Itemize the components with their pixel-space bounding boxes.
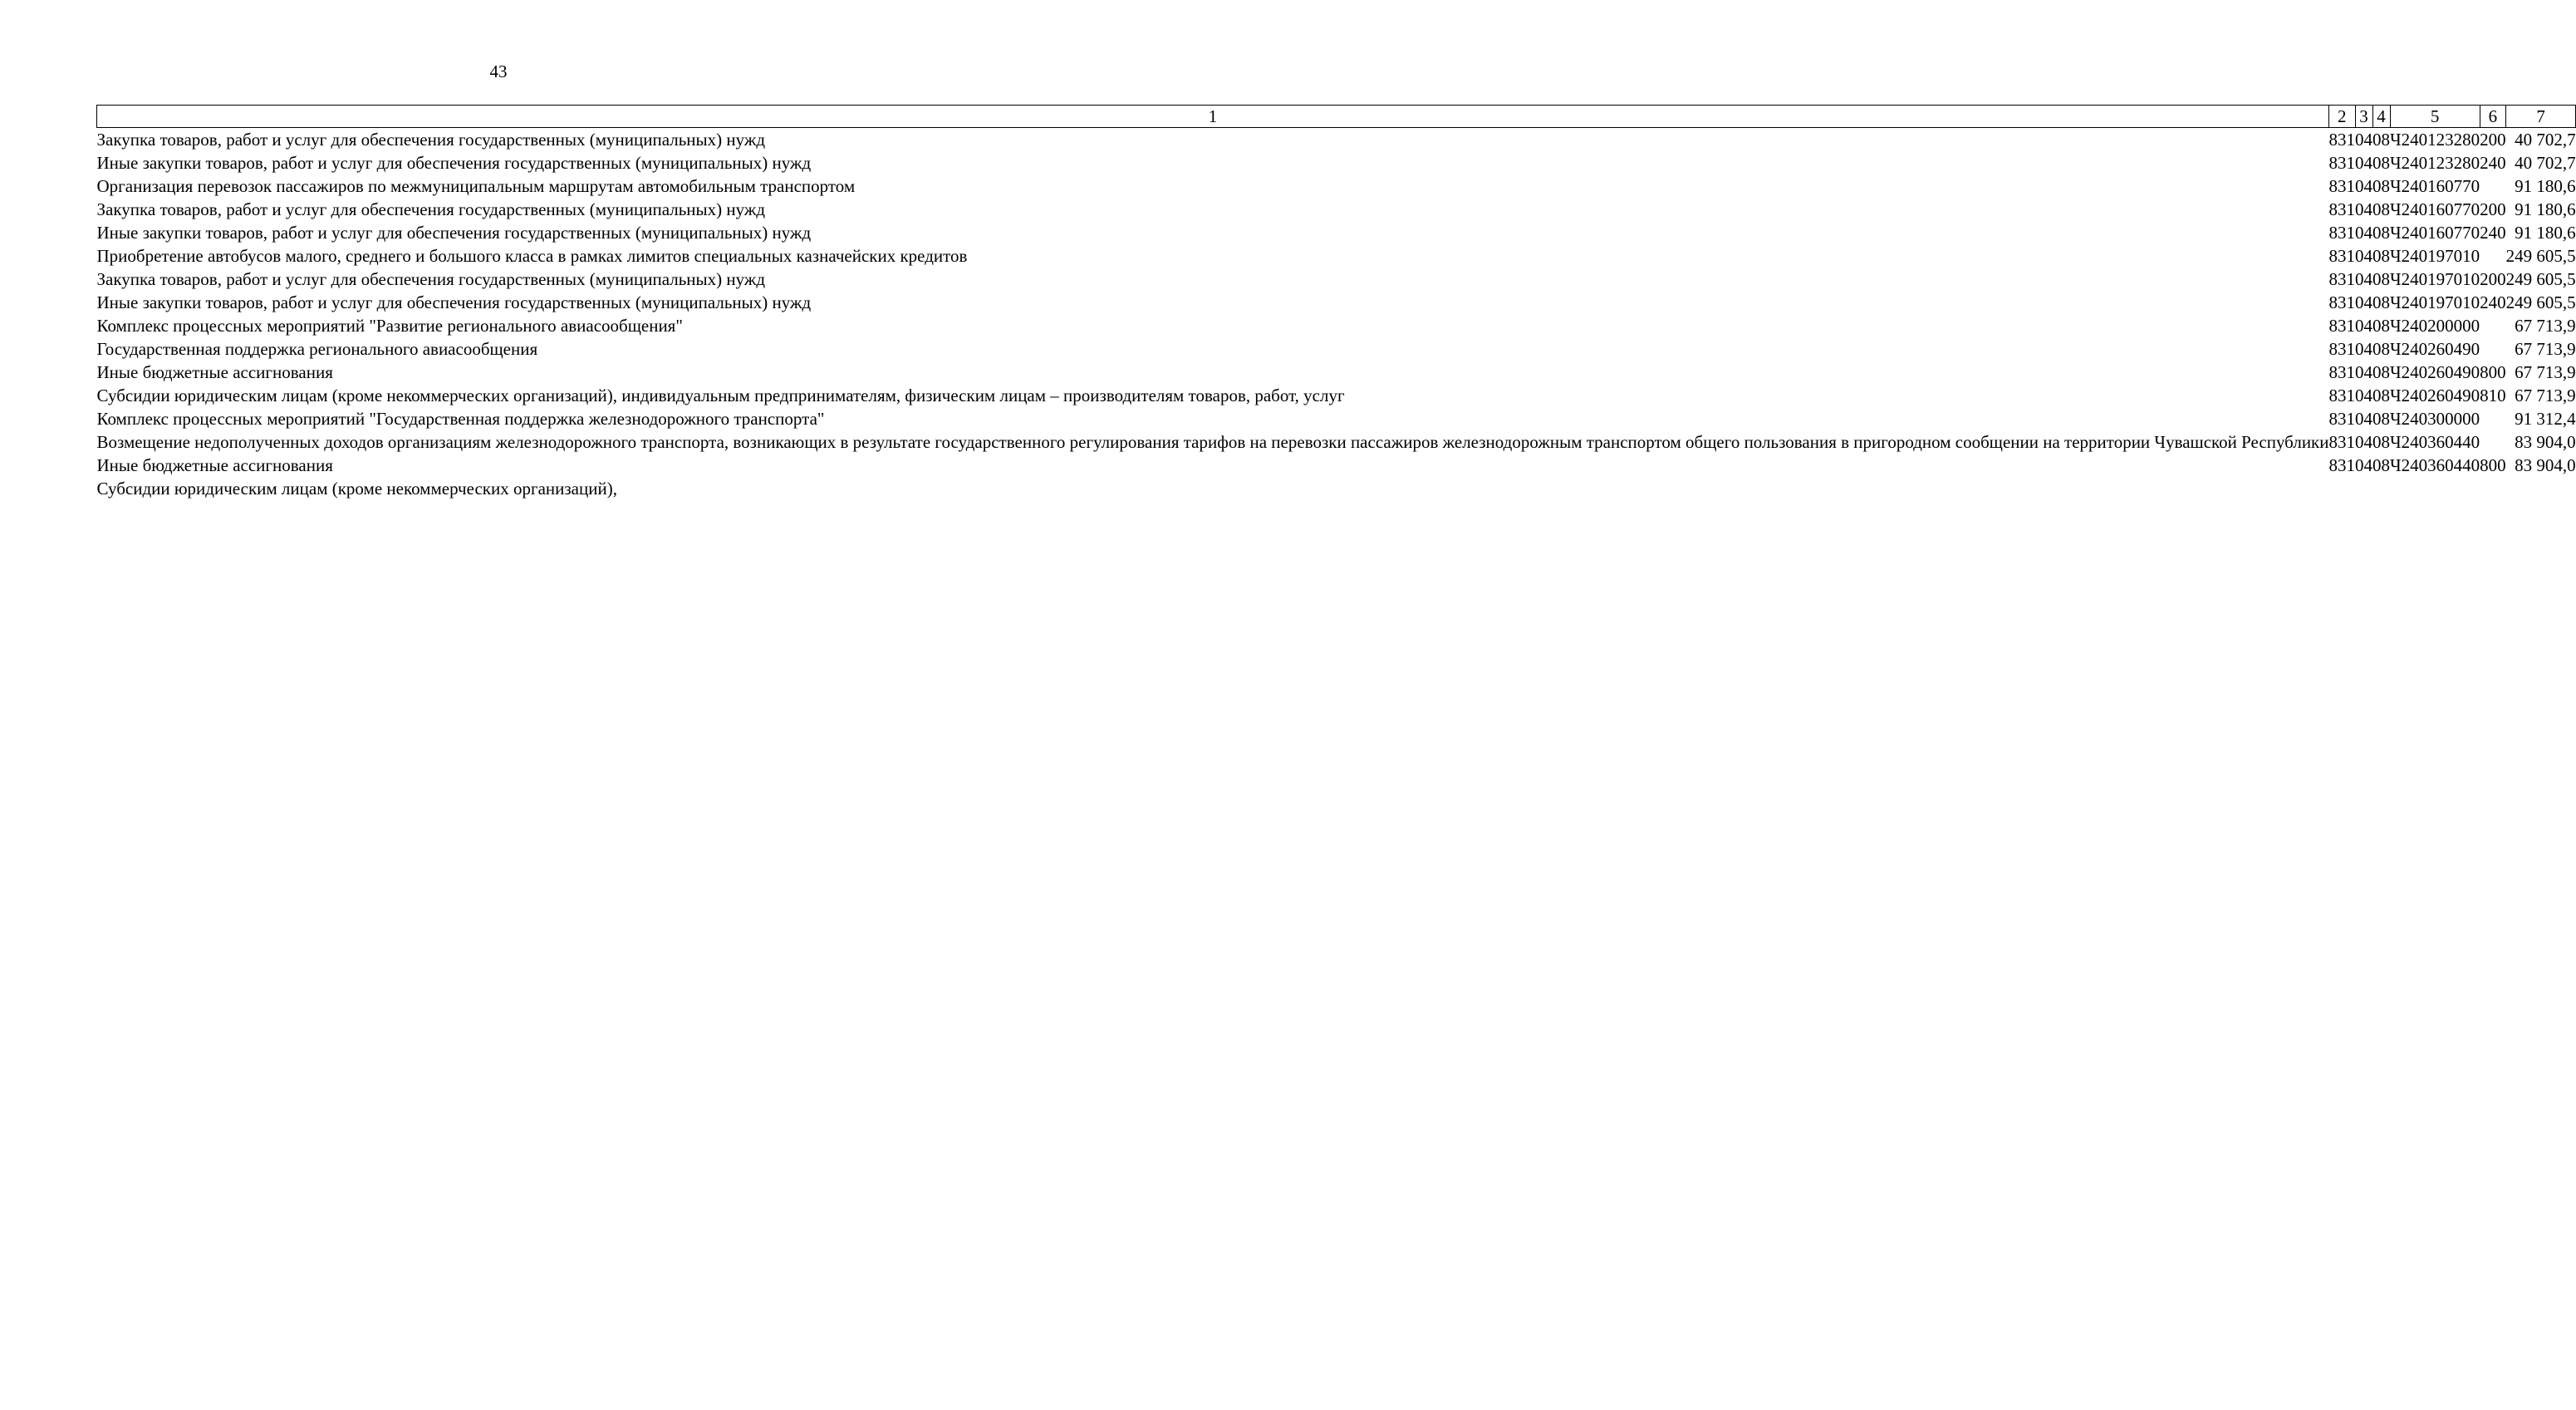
table-row: [97, 454, 2576, 477]
table-row: [97, 268, 2576, 291]
header-col-1: 1: [97, 106, 2329, 128]
row-gr-code: 831: [2328, 362, 2355, 382]
row-gr-code: 831: [2328, 176, 2355, 196]
row-expense-type: [2480, 407, 2506, 430]
row-expense-type: [2480, 244, 2506, 268]
row-name: Закупка товаров, работ и услуг для обеспечения государственных (муниципальных) нужд: [96, 130, 766, 150]
table-row: [97, 477, 2576, 500]
row-amount: 91 180,6: [2515, 176, 2576, 196]
row-name: Субсидии юридическим лицам (кроме некоммерческих организаций), индивидуальным предпринимателям, физическим лицам – производителям товаров, работ, услуг: [96, 386, 1345, 405]
table-row: [97, 407, 2576, 430]
row-amount: [2506, 477, 2576, 500]
row-gr-code: [2329, 477, 2356, 500]
row-gr-code: 831: [2328, 339, 2355, 359]
row-gr-code: 831: [2328, 223, 2355, 243]
row-section-code: 04: [2355, 269, 2372, 289]
row-target-code: Ч240160770: [2390, 199, 2480, 219]
row-name: Комплекс процессных мероприятий "Развитие регионального авиасообщения": [96, 316, 683, 336]
table-row: [97, 174, 2576, 198]
row-amount: 40 702,7: [2515, 130, 2576, 150]
row-amount: 91 180,6: [2515, 199, 2576, 219]
row-subsection-code: 08: [2372, 432, 2390, 452]
row-amount: 83 904,0: [2515, 432, 2576, 452]
row-amount: 249 605,5: [2505, 246, 2576, 266]
row-section-code: 04: [2355, 432, 2372, 452]
row-section-code: 04: [2355, 339, 2372, 359]
row-amount: 40 702,7: [2515, 153, 2576, 173]
row-name: Приобретение автобусов малого, среднего и большого класса в рамках лимитов специальных казначейских кредитов: [96, 246, 968, 266]
row-section-code: 04: [2355, 130, 2372, 150]
row-expense-type: [2480, 337, 2506, 361]
table-row: [97, 244, 2576, 268]
row-gr-code: 831: [2328, 409, 2355, 429]
row-expense-type: 200: [2480, 199, 2506, 219]
row-expense-type: 800: [2480, 455, 2506, 475]
row-target-code: Ч240197010: [2390, 269, 2480, 289]
row-subsection-code: 08: [2372, 316, 2390, 336]
row-section-code: 04: [2355, 386, 2372, 405]
row-target-code: Ч240200000: [2390, 316, 2480, 336]
row-gr-code: 831: [2328, 269, 2355, 289]
row-name: Государственная поддержка регионального авиасообщения: [96, 339, 538, 359]
row-expense-type: [2480, 430, 2506, 454]
table-row: [97, 128, 2576, 152]
row-name: Иные закупки товаров, работ и услуг для обеспечения государственных (муниципальных) нужд: [96, 153, 812, 173]
row-subsection-code: 08: [2372, 176, 2390, 196]
row-expense-type: [2480, 314, 2506, 337]
row-section-code: 04: [2355, 455, 2372, 475]
row-amount: 67 713,9: [2515, 316, 2576, 336]
table-row: [97, 384, 2576, 407]
row-gr-code: 831: [2328, 455, 2355, 475]
row-name: Закупка товаров, работ и услуг для обеспечения государственных (муниципальных) нужд: [96, 269, 766, 289]
row-name: Комплекс процессных мероприятий "Государственная поддержка железнодорожного транспорта": [96, 409, 825, 429]
row-target-code: Ч240160770: [2390, 223, 2480, 243]
row-subsection-code: 08: [2372, 199, 2390, 219]
page-number: 43: [489, 61, 508, 81]
table-row: [97, 430, 2576, 454]
row-section-code: 04: [2355, 223, 2372, 243]
row-gr-code: 831: [2328, 386, 2355, 405]
row-target-code: Ч240300000: [2390, 409, 2480, 429]
row-target-code: Ч240260490: [2390, 362, 2480, 382]
row-target-code: Ч240123280: [2390, 130, 2480, 150]
row-amount: 249 605,5: [2505, 269, 2576, 289]
row-expense-type: [2480, 477, 2506, 500]
row-amount: 67 713,9: [2515, 362, 2576, 382]
row-expense-type: [2480, 174, 2506, 198]
row-name: Иные бюджетные ассигнования: [96, 362, 333, 382]
table-row: [97, 361, 2576, 384]
row-subsection-code: 08: [2372, 409, 2390, 429]
row-name: Возмещение недополученных доходов организациям железнодорожного транспорта, возникающих в результате государственного регулирования тарифов на перевозки пассажиров железнодорожным транспортом общего пользования в пригородном сообщении на территории Чувашской Республики: [96, 432, 2329, 452]
row-target-code: Ч240160770: [2390, 176, 2480, 196]
row-subsection-code: 08: [2372, 362, 2390, 382]
row-subsection-code: 08: [2372, 223, 2390, 243]
header-col-4: 4: [2372, 106, 2390, 128]
row-expense-type: 240: [2480, 153, 2506, 173]
row-name: Иные закупки товаров, работ и услуг для обеспечения государственных (муниципальных) нужд: [96, 292, 812, 312]
row-section-code: 04: [2355, 199, 2372, 219]
header-col-5: 5: [2390, 106, 2480, 128]
row-amount: 91 312,4: [2515, 409, 2576, 429]
table-row: [97, 221, 2576, 244]
row-section-code: 04: [2355, 409, 2372, 429]
row-expense-type: 200: [2480, 269, 2506, 289]
row-gr-code: 831: [2328, 292, 2355, 312]
table-row: [97, 337, 2576, 361]
row-amount: 249 605,5: [2505, 292, 2576, 312]
row-amount: 83 904,0: [2515, 455, 2576, 475]
budget-table: [96, 105, 2576, 500]
row-gr-code: 831: [2328, 130, 2355, 150]
row-amount: 67 713,9: [2515, 386, 2576, 405]
header-row: [97, 106, 2576, 128]
row-subsection-code: 08: [2372, 386, 2390, 405]
row-gr-code: 831: [2328, 316, 2355, 336]
row-section-code: 04: [2355, 246, 2372, 266]
row-section-code: 04: [2355, 316, 2372, 336]
row-gr-code: 831: [2328, 432, 2355, 452]
row-subsection-code: 08: [2372, 292, 2390, 312]
row-target-code: [2390, 477, 2480, 500]
header-col-2: 2: [2329, 106, 2356, 128]
row-section-code: 04: [2355, 176, 2372, 196]
row-expense-type: 240: [2480, 292, 2506, 312]
row-expense-type: 810: [2480, 386, 2506, 405]
row-target-code: Ч240360440: [2390, 432, 2480, 452]
row-gr-code: 831: [2328, 199, 2355, 219]
header-col-7: 7: [2506, 106, 2576, 128]
row-target-code: Ч240260490: [2390, 339, 2480, 359]
row-target-code: Ч240197010: [2390, 292, 2480, 312]
header-col-6: 6: [2480, 106, 2506, 128]
row-name: Иные закупки товаров, работ и услуг для обеспечения государственных (муниципальных) нужд: [96, 223, 812, 243]
table-row: [97, 291, 2576, 314]
row-section-code: [2355, 477, 2372, 500]
table-row: [97, 198, 2576, 221]
row-expense-type: 800: [2480, 362, 2506, 382]
table-row: [97, 151, 2576, 174]
row-target-code: Ч240360440: [2390, 455, 2480, 475]
row-gr-code: 831: [2328, 153, 2355, 173]
row-name: Субсидии юридическим лицам (кроме некоммерческих организаций),: [96, 479, 617, 499]
row-amount: 67 713,9: [2515, 339, 2576, 359]
row-target-code: Ч240123280: [2390, 153, 2480, 173]
row-subsection-code: 08: [2372, 246, 2390, 266]
row-subsection-code: 08: [2372, 339, 2390, 359]
header-col-3: 3: [2355, 106, 2372, 128]
row-subsection-code: 08: [2372, 130, 2390, 150]
row-name: Иные бюджетные ассигнования: [96, 455, 333, 475]
row-name: Организация перевозок пассажиров по межмуниципальным маршрутам автомобильным транспортом: [96, 176, 856, 196]
row-section-code: 04: [2355, 292, 2372, 312]
row-expense-type: 240: [2480, 223, 2506, 243]
row-name: Закупка товаров, работ и услуг для обеспечения государственных (муниципальных) нужд: [96, 199, 766, 219]
row-target-code: Ч240197010: [2390, 246, 2480, 266]
table-row: [97, 314, 2576, 337]
row-section-code: 04: [2355, 362, 2372, 382]
row-subsection-code: 08: [2372, 153, 2390, 173]
row-target-code: Ч240260490: [2390, 386, 2480, 405]
row-gr-code: 831: [2328, 246, 2355, 266]
row-expense-type: 200: [2480, 130, 2506, 150]
row-subsection-code: 08: [2372, 269, 2390, 289]
row-subsection-code: 08: [2372, 455, 2390, 475]
row-amount: 91 180,6: [2515, 223, 2576, 243]
row-section-code: 04: [2355, 153, 2372, 173]
row-subsection-code: [2372, 477, 2390, 500]
